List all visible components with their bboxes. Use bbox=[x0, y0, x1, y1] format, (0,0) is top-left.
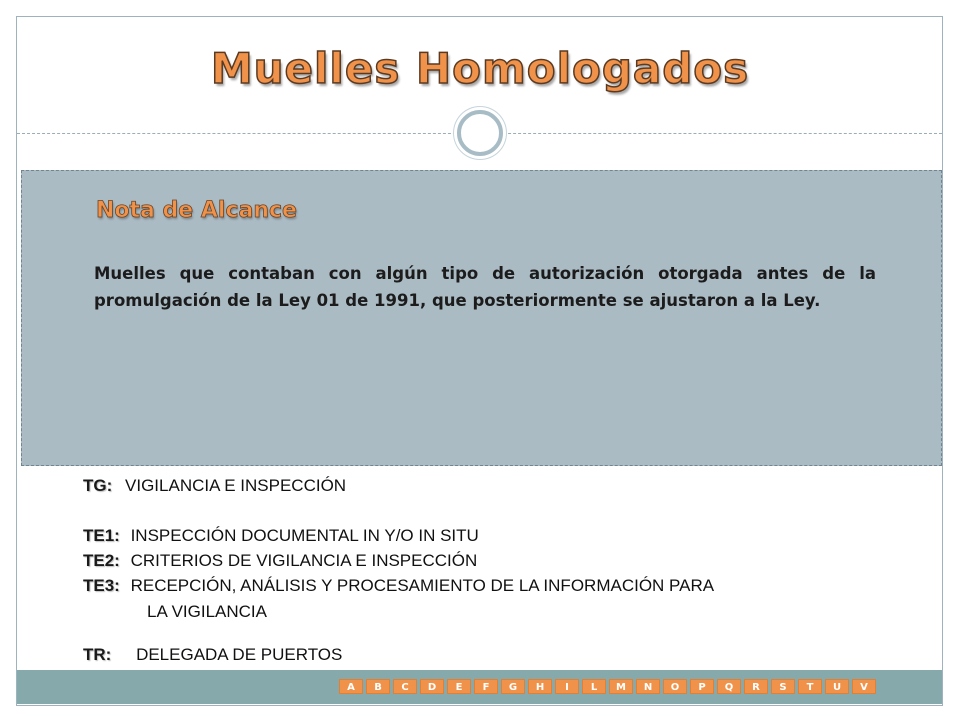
nav-letter-n[interactable]: N bbox=[636, 679, 660, 694]
nav-letter-l[interactable]: L bbox=[582, 679, 606, 694]
nav-letter-s[interactable]: S bbox=[771, 679, 795, 694]
nav-letter-c[interactable]: C bbox=[393, 679, 417, 694]
term-tg-label: TG: bbox=[83, 476, 113, 495]
nav-letter-v[interactable]: V bbox=[852, 679, 876, 694]
nav-letter-e[interactable]: E bbox=[447, 679, 471, 694]
term-tr-value: DELEGADA DE PUERTOS bbox=[136, 645, 343, 664]
term-te3-label: TE3: bbox=[83, 576, 120, 595]
term-te1 bbox=[83, 526, 479, 546]
term-tr-label: TR: bbox=[83, 645, 112, 664]
nav-letter-f[interactable]: F bbox=[474, 679, 498, 694]
nav-letter-o[interactable]: O bbox=[663, 679, 687, 694]
nav-letter-p[interactable]: P bbox=[690, 679, 714, 694]
term-tg bbox=[83, 476, 346, 496]
term-tr bbox=[83, 645, 342, 665]
nav-letter-d[interactable]: D bbox=[420, 679, 444, 694]
term-te2-label: TE2: bbox=[83, 551, 120, 570]
term-te3-continuation: LA VIGILANCIA bbox=[147, 602, 267, 621]
circle-ornament-icon bbox=[457, 110, 503, 156]
alphabet-navigation bbox=[339, 679, 876, 694]
nav-letter-a[interactable]: A bbox=[339, 679, 363, 694]
nav-letter-q[interactable]: Q bbox=[717, 679, 741, 694]
nav-letter-b[interactable]: B bbox=[366, 679, 390, 694]
term-tg-value: VIGILANCIA E INSPECCIÓN bbox=[125, 476, 347, 495]
term-te3-value: RECEPCIÓN, ANÁLISIS Y PROCESAMIENTO DE LA INFORMACIÓN PARA bbox=[130, 576, 715, 595]
scope-note-text: Muelles que contaban con algún tipo de autorización otorgada antes de la promulgación de la Ley 01 de 1991, que posteriormente se ajustaron a la Ley. bbox=[94, 264, 876, 310]
nav-letter-r[interactable]: R bbox=[744, 679, 768, 694]
term-te3 bbox=[83, 576, 714, 596]
term-te1-label: TE1: bbox=[83, 526, 120, 545]
nav-letter-g[interactable]: G bbox=[501, 679, 525, 694]
nav-letter-t[interactable]: T bbox=[798, 679, 822, 694]
slide-title: Muelles Homologados bbox=[210, 44, 750, 93]
nav-letter-h[interactable]: H bbox=[528, 679, 552, 694]
nav-letter-m[interactable]: M bbox=[609, 679, 633, 694]
term-te2-value: CRITERIOS DE VIGILANCIA E INSPECCIÓN bbox=[130, 551, 478, 570]
scope-note-heading: Nota de Alcance bbox=[96, 198, 297, 223]
term-te2 bbox=[83, 551, 477, 571]
nav-letter-i[interactable]: I bbox=[555, 679, 579, 694]
nav-letter-u[interactable]: U bbox=[825, 679, 849, 694]
term-te1-value: INSPECCIÓN DOCUMENTAL IN Y/O IN SITU bbox=[130, 526, 479, 545]
